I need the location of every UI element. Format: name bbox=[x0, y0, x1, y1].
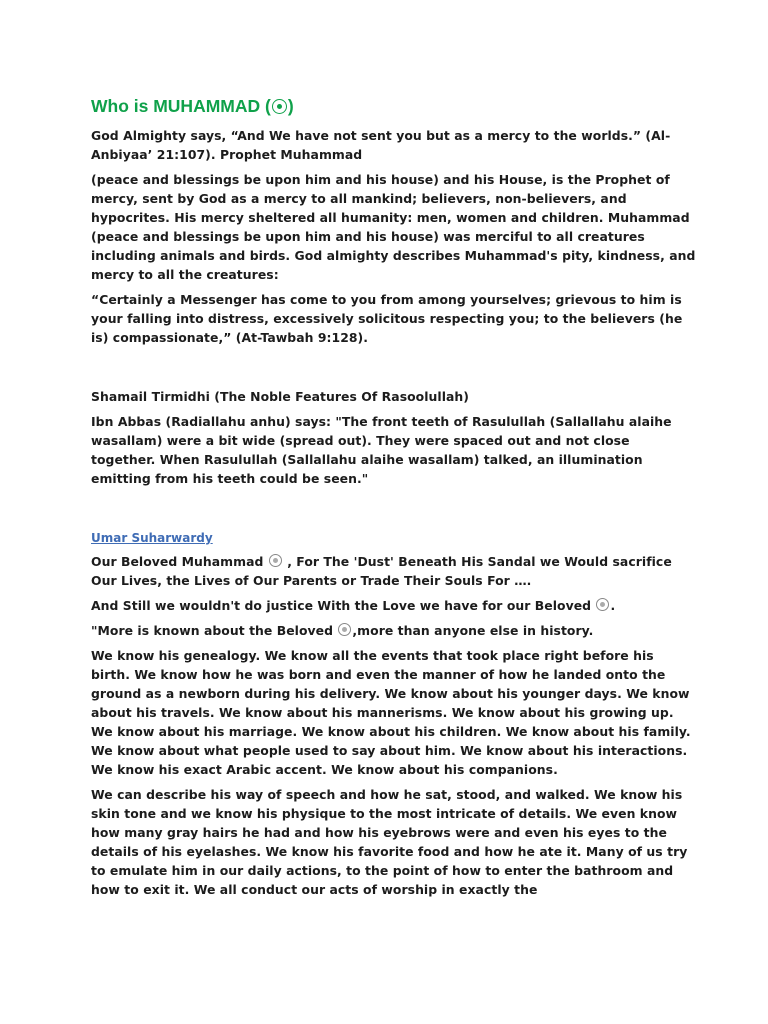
paragraph-we-can-describe: We can describe his way of speech and how he sat, stood, and walked. We know his skin tone and we know his physique to the most intricate of details. We even know how many gray hairs he had and how his eyebrows were and even his eyes to the details of his eyelashes. We know his favorite food and how he ate it. Many of us try to emulate him in our daily actions, to the point of how to enter the bathroom and how to exit it. We all conduct our acts of worship in exactly the bbox=[91, 787, 688, 897]
section-heading-shamail: Shamail Tirmidhi (The Noble Features Of Rasoolullah) bbox=[91, 389, 469, 404]
paragraph-justice-love: And Still we wouldn't do justice With the Love we have for our Beloved . bbox=[91, 598, 616, 613]
paragraph-we-know-genealogy: We know his genealogy. We know all the events that took place right before his birth. We know how he was born and even the manner of how he landed onto the ground as a newborn during his delivery. We know about his younger days. We know about his travels. We know about his mannerisms. We know about his growing up. We know about his marriage. We know about his children. We know about his family. We know about what people used to say about him. We know about his interactions. We know his exact Arabic accent. We know about his companions. bbox=[91, 648, 691, 777]
spacer bbox=[91, 494, 696, 529]
paragraph-quran-quote: “Certainly a Messenger has come to you from among yourselves; grievous to him is your falling into distress, excessively solicitous respecting you; to the believers (he is) compassionate,” (At-Tawbah 9:128). bbox=[91, 292, 683, 345]
paragraph-more-is-known: "More is known about the Beloved ,more than anyone else in history. bbox=[91, 623, 594, 638]
paragraph-quran-intro: God Almighty says, “And We have not sent you but as a mercy to the worlds.” (Al-Anbiyaa’ 21:107). Prophet Muhammad bbox=[91, 128, 671, 162]
paragraph-prophet-of-mercy: (peace and blessings be upon him and his house) and his House, is the Prophet of mercy, sent by God as a mercy to all mankind; believers, non-believers, and hypocrites. His mercy sheltered all humanity: men, women and children. Muhammad (peace and blessings be upon him and his house) was merciful to all creatures including animals and birds. God almighty describes Muhammad's pity, kindness, and mercy to all the creatures: bbox=[91, 172, 696, 282]
salawat-honorific-icon bbox=[338, 623, 351, 636]
salawat-honorific-icon bbox=[269, 554, 282, 567]
salawat-honorific-icon bbox=[596, 598, 609, 611]
salawat-honorific-icon bbox=[272, 99, 287, 114]
spacer bbox=[91, 353, 696, 387]
paragraph-ibn-abbas: Ibn Abbas (Radiallahu anhu) says: "The front teeth of Rasulullah (Sallallahu alaihe wasallam) were a bit wide (spread out). They were spaced out and not close together. When Rasulullah (Sallallahu alaihe wasallam) talked, an illumination emitting from his teeth could be seen." bbox=[91, 414, 672, 486]
paragraph-beloved-sacrifice: Our Beloved Muhammad , For The 'Dust' Beneath His Sandal we Would sacrifice Our Lives, the Lives of Our Parents or Trade Their Souls For …. bbox=[91, 554, 672, 588]
page-title: Who is MUHAMMAD ( ) bbox=[91, 96, 294, 116]
author-link[interactable]: Umar Suharwardy bbox=[91, 531, 213, 545]
